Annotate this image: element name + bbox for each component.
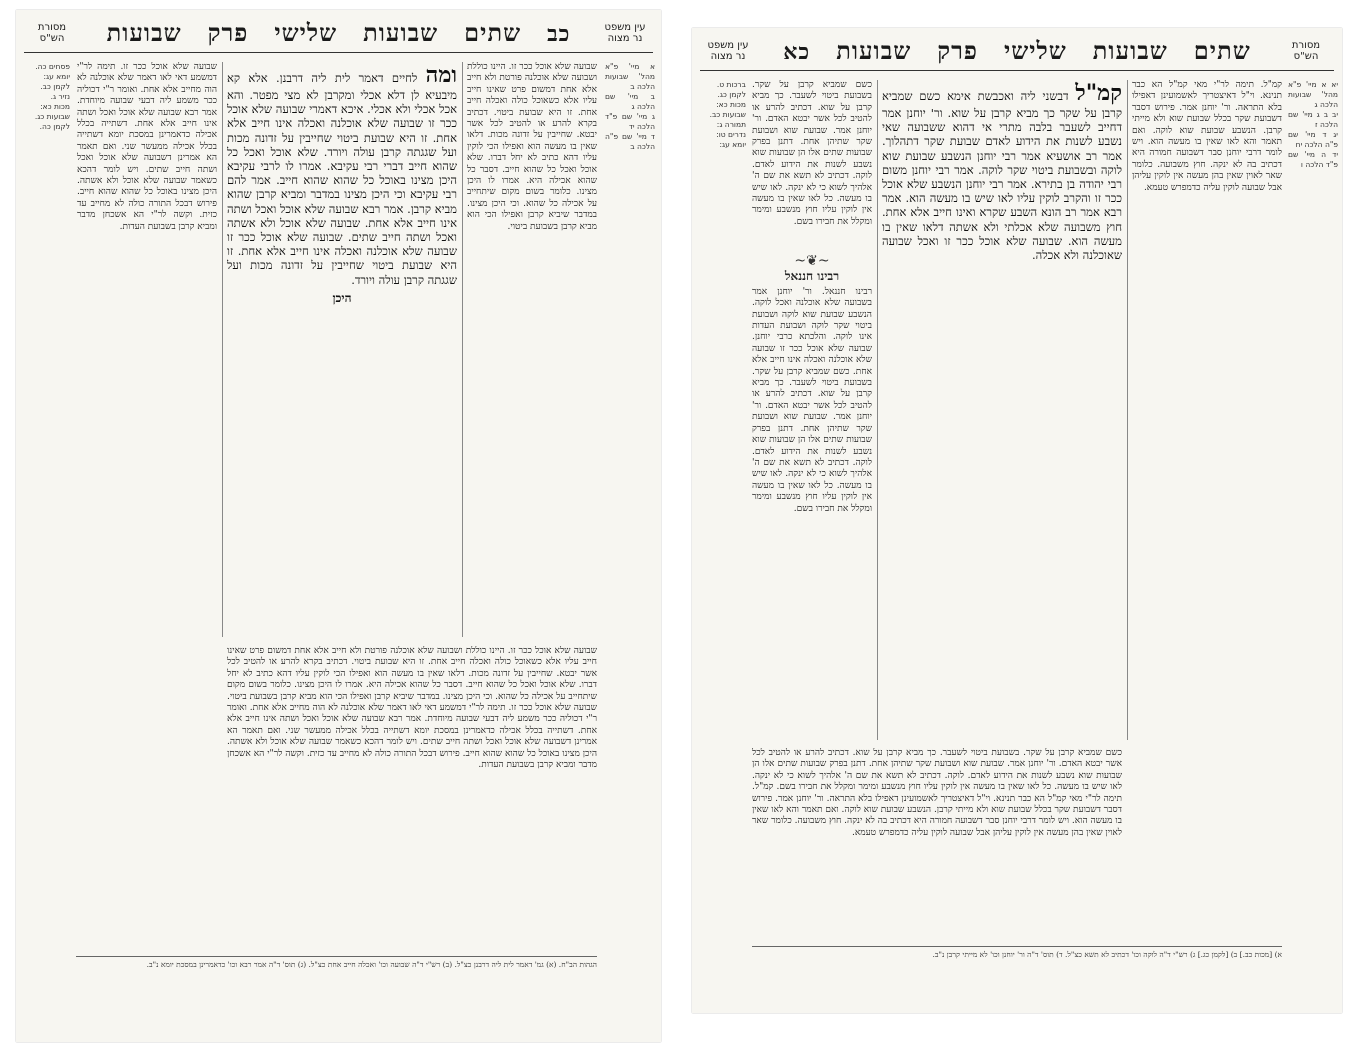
tosafot-text: שבועה שלא אוכל ככר זו. תימה לר"י דמשמע דאי לאו דאמר שלא אוכלנה לא הוה מחייב אלא אחת. ואומר ר"י דכוליה ככר משמע ליה דבעי שבועה מיוחדת. אמר רבא שבועה שלא אוכל ואכל ושתה אינו חייב אלא אחת. דשתייה בכלל אכילה כדאמרינן במסכת יומא דשתייה בכלל אכילה ממעשר שני. ואם תאמר הא אמרינן דשבועה שלא אוכל ואכל ושתה חייב שתים. ויש לומר דהכא כשאמר שבועה שלא אוכל ולא אשתה. היכן מצינו באוכל כל שהוא שהוא חייב. פירוש דבכל התורה כולה לא מחייב עד כזית. וקשה לר"י הא אשכחן מדבר ומביא קרבן בשבועת העדות. [227,703,597,771]
tosafot-text: קמ"ל. תימה לר"י מאי קמ"ל הא כבר תנינא. וי"ל דאיצטריך לאשמועינן דאפילו בלא התראה. ור' יוחנן אמר. פירוש דסבר דשבועת שקר בכלל שבועת שוא ולא מייתי קרבן. הנשבע שבועת שוא לוקה. ואם תאמר והא לאו שאין בו מעשה הוא. ויש לומר דרבי יוחנן סבר דשבועה חמורה היא דכתיב בה לא ינקה. חוץ משבועה. כלומר שאר לאוין שאין בהן מעשה אין לוקין עליהן אבל שבועה לוקין עליה כדמפרש טעמא. [1132,80,1282,193]
title-word: פרק [937,36,978,65]
tosafot-text: שבועה שלא אוכל ככר זו. תימה לר"י דמשמע דאי לאו דאמר שלא אוכלנה לא הוה מחייב אלא אחת. ואומר ר"י דכוליה ככר משמע ליה דבעי שבועה מיוחדת. אמר רבא שבועה שלא אוכל ואכל ושתה אינו חייב אלא אחת. דשתייה בכלל אכילה כדאמרינן במסכת יומא דשתייה בכלל אכילה ממעשר שני. ואם תאמר הא אמרינן דשבועה שלא אוכל ואכל ושתה חייב שתים. ויש לומר דהכא כשאמר שבועה שלא אוכל ולא אשתה. היכן מצינו באוכל כל שהוא שהוא חייב. פירוש דבכל התורה כולה לא מחייב עד כזית. וקשה לר"י הא אשכחן מדבר ומביא קרבן בשבועת העדות. [77,62,217,232]
rashi-text: שבועה שלא אוכל ככר זו. היינו כוללת ושבועה שלא אוכלנה פורטת ולא חייב אלא אחת דמשום פרט שאינו חייב עליו אלא כשאוכל כולה ואכלה חייב אחת. זו היא שבועת ביטוי. דכתיב בקרא להרע או להטיב לכל אשר יבטא. שחייבין על זדונה מכות. דלאו שאין בו מעשה הוא ואפילו הכי לוקין עליו דהא כתיב לא יחל דברו. שלא אוכל ואכל כל שהוא חייב. דסבר כל שהוא אכילה היא. אמרו לו היכן מצינו. כלומר בשום מקום שיתחייב על אכילה כל שהוא. וכי היכן מצינו. במדבר שיביא קרבן ואפילו הכי הוא מביא קרבן בשבועת ביטוי. [467,62,597,232]
gemara-text-block [227,62,457,632]
running-head [16,16,661,50]
page-gutter [666,0,688,1050]
tosafot-commentary [1132,80,1282,800]
rashi-commentary [467,62,597,637]
rashi-text: שבועה שלא אוכל ככר זו. היינו כוללת ושבועה שלא אוכלנה פורטת ולא חייב אלא אחת דמשום פרט שאינו חייב עליו אלא כשאוכל כולה ואכלה חייב אחת. זו היא שבועת ביטוי. דכתיב בקרא להרע או להטיב לכל אשר יבטא. שחייבין על זדונה מכות. דלאו שאין בו מעשה הוא ואפילו הכי לוקין עליו דהא כתיב לא יחל דברו. שלא אוכל ואכל כל שהוא חייב. דסבר כל שהוא אכילה היא. אמרו לו היכן מצינו. כלומר בשום מקום שיתחייב על אכילה כל שהוא. וכי היכן מצינו. במדבר שיביא קרבן ואפילו הכי הוא מביא קרבן בשבועת ביטוי. [227,646,597,702]
opening-word: ומה [425,62,457,88]
gemara-text: דבשני ליה ואכבשת אימא כשם שמביא קרבן על שקר כך מביא קרבן על שוא. ור' יוחנן אמר דחייב לשעבר בלבה מתרי אי דהוא ששבועה שאי נשבע לשנות את הידוע לאדם שבועת שקר דתהלוך. אמר רב אושעיא אמר רבי יוחנן הנשבע שבועת שוא לוקה ובשבועת ביטוי שקר לוקה. אמר רבי יוחנן משום רבי יהודה בן בתירא. אמר רבי יוחנן הנשבע שלא אוכל ככר זו והקרב לוקין עליו לאו שיש בו מעשה הוא. אמר רבא אמר רב הונא השבע שקרא ואינו חייב אלא אחת. חוץ משבועה שלא אכלתי ולא אשתה דלאו שאין בו מעשה הוא. שבועה שלא אוכל ככר זו ואכל שבועה שאוכלנה ולא אכלה. [882,89,1122,263]
column-divider [222,62,223,637]
ein-mishpat-margin: א מיי' פ"א מהל' שבועות הלכה ב ב מיי' שם הלכה ג ג מיי' שם פ"ד הלכה יד ד מיי' שם פ"ה הלכה ב [605,62,655,151]
header-rule [24,52,653,53]
title-word: שלישי [1003,36,1067,65]
page-title [783,36,1250,66]
gemara-text-block [882,80,1122,740]
title-word: שבועות [106,18,182,47]
hagahot-footnote: הגהות הב"ח. (א) גמ' דאמר לית ליה דרבנן כצ"ל. (ב) רש"י ד"ה שבועה וכו' ואכלה חייב אחת כצ"ל. (ג) תוס' ד"ה אמר רבא וכו' כדאמרינן במסכת יומא נ"ב. [76,956,597,1030]
hagahot-footnote: א) [מכות כב.] ב) [לקמן כג.] ג) רש"י ד"ה לוקה וכו' דכתיב לא תשא כצ"ל. ד) תוס' ד"ה ור' יוחנן וכו' לא מייתי קרבן נ"ב. [752,946,1282,1006]
title-word: שתים [1193,36,1251,65]
title-word: שבועות [836,36,912,65]
ornament-icon: ~❦~ [794,254,830,269]
header-right-side: עין משפט נר מצוה [604,22,646,44]
rashi-continuation [752,748,1122,938]
rabbenu-chananel-text: רבינו חננאל. ור' יוחנן אמר בשבועה שלא אוכלנה ואכל לוקה. הנשבע שבועת שוא לוקה ושבועת ביטוי שקר לוקה ושבועת העדות אינו לוקה. והלכתא כרבי יוחנן. שבועה שלא אוכל ככר זו שבועה שלא אוכלנה ואכלה אינו חייב אלא אחת. [752,286,872,377]
gemara-text: לחיים דאמר לית ליה דרבנן. אלא קא מיבעיא לן דלא אכלי ומקרבן לא מצי מפטר. והא אכל אכלי ולא אכלי. איכא דאמרי שבועה שלא אוכל ככר זו שבועה שלא אוכלנה ואכלה אינו חייב אלא אחת. זו היא שבועת ביטוי שחייבין על זדונה מכות ועל שגגתה קרבן עולה ויורד. שלא אוכל ואכל כל שהוא חייב דברי רבי עקיבא. אמרו לו לרבי עקיבא היכן מצינו באוכל כל שהוא שהוא חייב. אמר להם רבי עקיבא וכי היכן מצינו במדבר ומביא קרבן שהוא מביא קרבן. אמר רבא שבועה שלא אוכל ואכל ושתה אינו חייב אלא אחת. שבועה שלא אוכל ולא אשתה ואכל ושתה חייב שתים. שבועה שלא אוכל ככר זו שבועה שלא אוכלנה ואכלה אינו חייב אלא אחת. זו היא שבועת ביטוי שחייבין על זדונה מכות ועל שגגתה קרבן עולה ויורד. [227,71,457,287]
rashi-text: כשם שמביא קרבן על שקר. בשבועת ביטוי לשעבר. כך מביא קרבן על שוא. דכתיב להרע או להטיב לכל אשר יבטא האדם. ור' יוחנן אמר. שבועת שוא ושבועת שקר שתיהן אחת. דתנן בפרק שבועות שתים אלו הן שבועות שוא נשבע לשנות את הידוע לאדם. לוקה. דכתיב לא תשא את שם ה' אלהיך לשוא כי לא ינקה. לאו שיש בו מעשה. כל לאו שאין בו מעשה אין לוקין עליו חוץ מנשבע ומימר ומקלל את חבירו בשם. [752,748,1122,793]
page-title [107,18,571,48]
masoret-hashas-margin: פסחים כה. יומא עג: לקמן כב. נזיר ג. מכות כא: שבועות כג. לקמן כה. [34,62,70,131]
title-word: שבועות [1092,36,1168,65]
rashi-text: כשם שמביא קרבן על שקר. בשבועת ביטוי לשעבר. כך מביא קרבן על שוא. דכתיב להרע או להטיב לכל אשר יבטא האדם. ור' יוחנן אמר. שבועת שוא ושבועת שקר שתיהן אחת. דתנן בפרק שבועות שתים אלו הן שבועות שוא נשבע לשנות את הידוע לאדם. לוקה. דכתיב לא תשא את שם ה' אלהיך לשוא כי לא ינקה. לאו שיש בו מעשה. כל לאו שאין בו מעשה אין לוקין עליו חוץ מנשבע ומימר ומקלל את חבירו בשם. [752,80,872,227]
left-talmud-page [16,10,661,1042]
ein-mishpat-margin: ברכות ט. לקמן כג. מכות כא: שבועות כב. תמורה ג: נדרים טו: יומא עג: [709,80,746,149]
title-word: שבועות [363,18,439,47]
rashi-text: כשם שמביא קרבן על שקר. בשבועת ביטוי לשעבר. כך מביא קרבן על שוא. דכתיב להרע או להטיב לכל אשר יבטא האדם. ור' יוחנן אמר. שבועת שוא ושבועת שקר שתיהן אחת. דתנן בפרק שבועות שתים אלו הן שבועות שוא נשבע לשנות את הידוע לאדם. לוקה. דכתיב לא תשא את שם ה' אלהיך לשוא כי לא ינקה. לאו שיש בו מעשה. כל לאו שאין בו מעשה אין לוקין עליו חוץ מנשבע ומימר ומקלל את חבירו בשם. [752,366,872,514]
right-talmud-page [692,28,1342,1013]
header-rule [700,70,1334,71]
rabbenu-chananel-block [752,254,872,774]
tosafot-text: קמ"ל. תימה לר"י מאי קמ"ל הא כבר תנינא. וי"ל דאיצטריך לאשמועינן דאפילו בלא התראה. ור' יוחנן אמר. פירוש דסבר דשבועת שקר בכלל שבועת שוא ולא מייתי קרבן. הנשבע שבועת שוא לוקה. ואם תאמר והא לאו שאין בו מעשה הוא. ויש לומר דרבי יוחנן סבר דשבועה חמורה היא דכתיב בה לא ינקה. חוץ משבועה. כלומר שאר לאוין שאין בהן מעשה אין לוקין עליהן אבל שבועה לוקין עליה כדמפרש טעמא. [752,782,1122,838]
rashi-continuation [227,646,597,946]
column-divider [1127,80,1128,740]
folio-number: כא [783,39,811,65]
title-word: שלישי [274,18,338,47]
header-left-side: מסורת הש"ס [37,22,67,44]
section-label: רבינו חננאל [784,269,840,284]
section-label: היכן [332,290,352,305]
column-divider [877,80,878,740]
title-word: פרק [207,18,249,47]
masoret-hashas-margin: יא א מיי' פ"א מהל' שבועות הלכה ג יב ב ג מיי' שם הלכה ז יג ד מיי' שם פ"ה הלכה יח יד ה מיי' שם פ"ד הלכה ו [1288,80,1338,169]
folio-number: כב [547,21,571,47]
column-divider [462,62,463,637]
header-right-side: מסורת הש"ס [1291,40,1321,62]
opening-word: קמ"ל [1075,80,1122,106]
header-left-side: עין משפט נר מצוה [707,40,749,62]
title-word: שתים [464,18,522,47]
running-head [692,34,1342,68]
tosafot-commentary [77,62,217,792]
rashi-commentary [752,80,872,250]
